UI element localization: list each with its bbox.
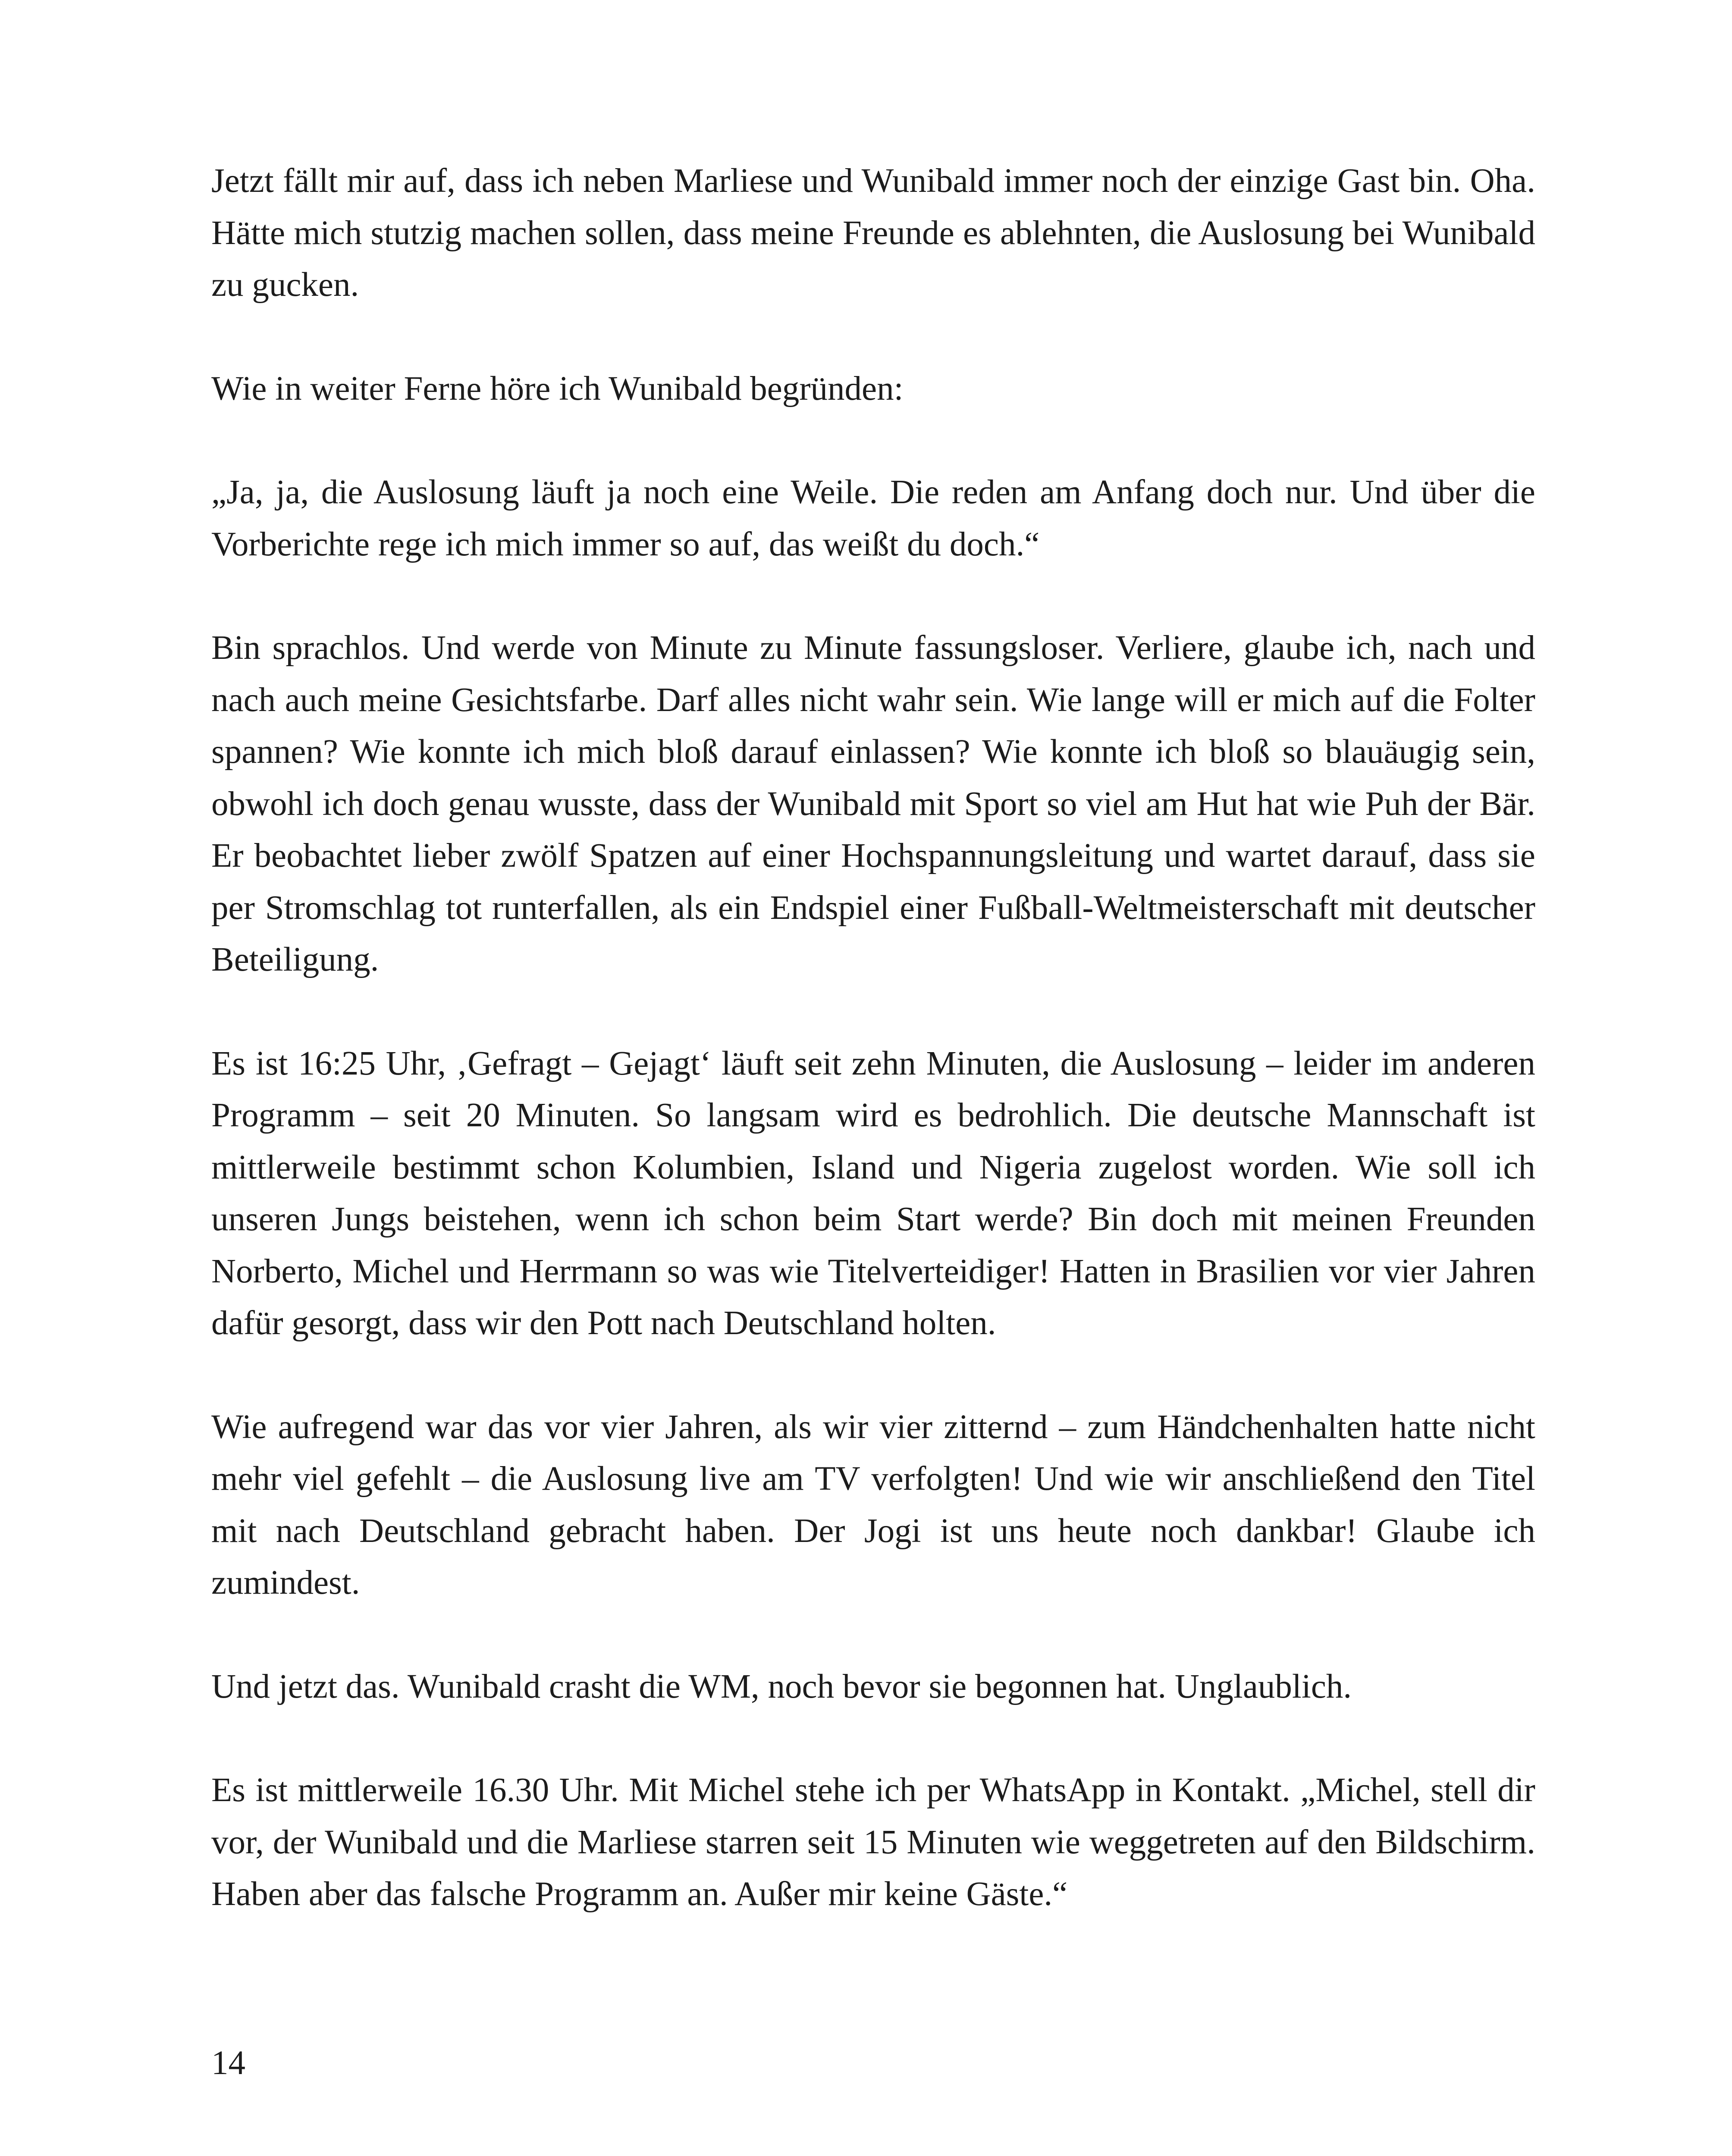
paragraph-2: Wie in weiter Ferne höre ich Wunibald begründen: <box>211 370 904 407</box>
paragraph-6: Wie aufregend war das vor vier Jahren, als wir vier zitternd – zum Händchenhalten hatte nicht mehr viel gefehlt – die Auslosung live am TV verfolgten! Und wie wir anschließend den Titel mit nach Deutschland gebracht haben. Der Jogi ist uns heute noch dankbar! Glaube ich zumindest. <box>211 1408 1535 1601</box>
paragraph-4: Bin sprachlos. Und werde von Minute zu Minute fassungsloser. Verliere, glaube ich, nach und nach auch meine Gesichtsfarbe. Darf alles nicht wahr sein. Wie lange will er mich auf die Folter spannen? Wie konnte ich mich bloß darauf einlassen? Wie konnte ich bloß so blauäugig sein, obwohl ich doch genau wusste, dass der Wunibald mit Sport so viel am Hut hat wie Puh der Bär. Er beobachtet lieber zwölf Spatzen auf einer Hochspannungsleitung und wartet darauf, dass sie per Stromschlag tot runterfallen, als ein Endspiel einer Fußball-Weltmeisterschaft mit deutscher Beteiligung. <box>211 629 1535 978</box>
page-number: 14 <box>211 2044 245 2082</box>
paragraph-8: Es ist mittlerweile 16.30 Uhr. Mit Michel stehe ich per WhatsApp in Kontakt. „Michel, stell dir vor, der Wunibald und die Marliese starren seit 15 Minuten wie weggetreten auf den Bildschirm. Haben aber das falsche Programm an. Außer mir keine Gäste.“ <box>211 1771 1535 1913</box>
paragraph-1: Jetzt fällt mir auf, dass ich neben Marliese und Wunibald immer noch der einzige Gast bin. Oha. Hätte mich stutzig machen sollen, dass meine Freunde es ablehnten, die Auslosung bei Wunibald zu gucken. <box>211 162 1535 304</box>
paragraph-5: Es ist 16:25 Uhr, ‚Gefragt – Gejagt‘ läuft seit zehn Minuten, die Auslosung – leider im anderen Programm – seit 20 Minuten. So langsam wird es bedrohlich. Die deutsche Mannschaft ist mittlerweile bestimmt schon Kolumbien, Island und Nigeria zugelost worden. Wie soll ich unseren Jungs beistehen, wenn ich schon beim Start werde? Bin doch mit meinen Freunden Norberto, Michel und Herrmann so was wie Titelverteidiger! Hatten in Brasilien vor vier Jahren dafür gesorgt, dass wir den Pott nach Deutschland holten. <box>211 1044 1535 1342</box>
paragraph-7: Und jetzt das. Wunibald crasht die WM, noch bevor sie begonnen hat. Unglaublich. <box>211 1667 1352 1705</box>
body-text <box>211 155 1535 1972</box>
paragraph-3: „Ja, ja, die Auslosung läuft ja noch eine Weile. Die reden am Anfang doch nur. Und über die Vorberichte rege ich mich immer so auf, das weißt du doch.“ <box>211 473 1535 563</box>
